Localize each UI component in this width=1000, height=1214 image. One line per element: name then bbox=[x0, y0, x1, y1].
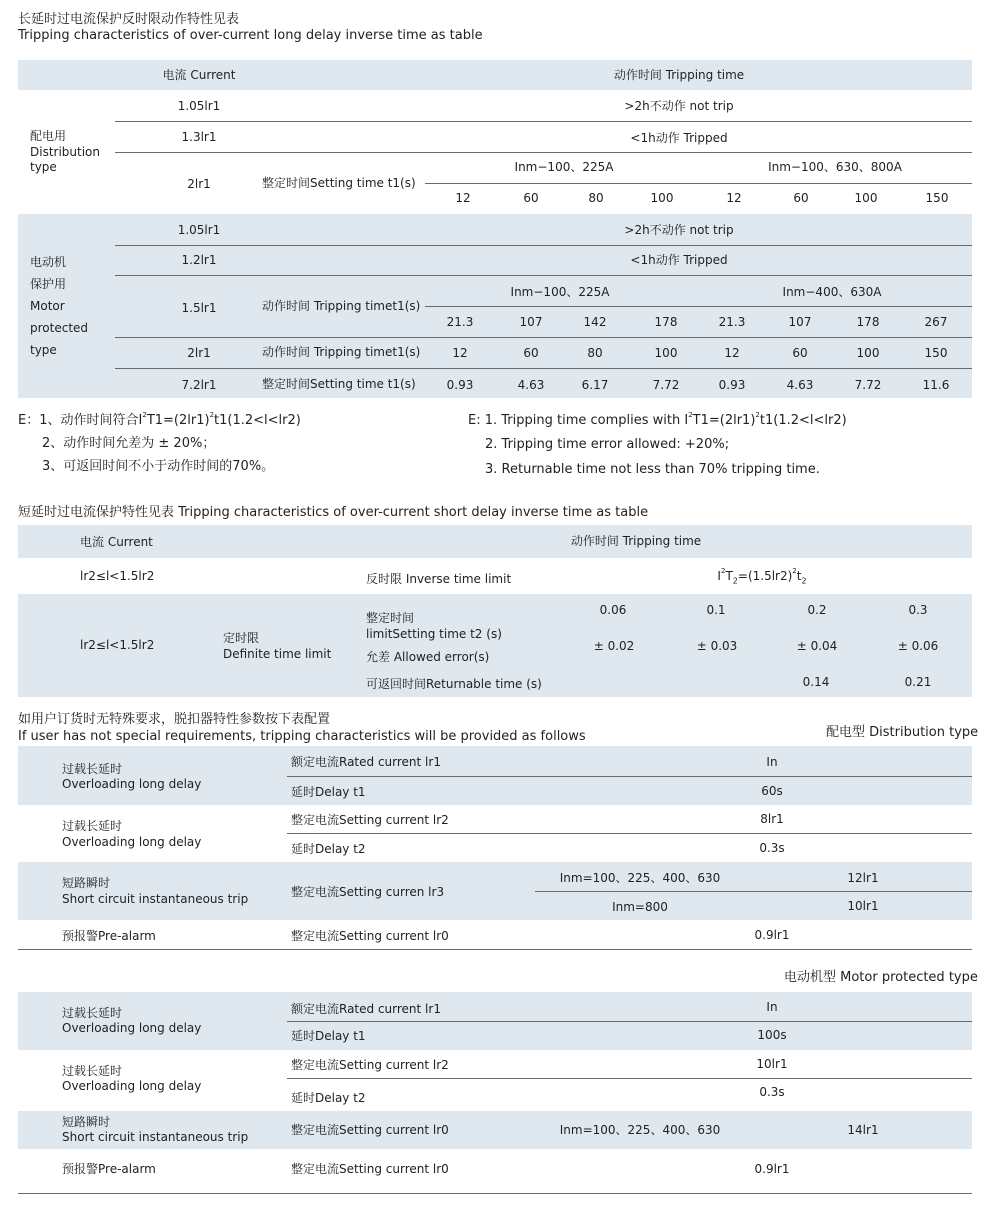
dist-g3-en: Short circuit instantaneous trip bbox=[62, 892, 249, 906]
divider bbox=[535, 891, 972, 892]
dist-g4-value: 0.9lr1 bbox=[754, 928, 790, 942]
motor-r1-value: >2h不动作 not trip bbox=[624, 223, 734, 237]
dist-r3-value: 12 bbox=[726, 191, 742, 205]
motor-r3-value: 142 bbox=[583, 315, 607, 329]
dist-g3-r2-value: 10lr1 bbox=[847, 899, 879, 913]
motor-r5-value: 0.93 bbox=[446, 378, 474, 392]
motor-g3-label: 整定电流Setting current lr0 bbox=[291, 1123, 449, 1137]
motor-g1-en: Overloading long delay bbox=[62, 1021, 202, 1035]
inverse-formula: $I^2T_2=(1.5lr2)^2t_2$ bbox=[717, 567, 807, 586]
motor-r4-value: 100 bbox=[856, 346, 880, 360]
divider bbox=[115, 152, 972, 153]
dist-g2-cn: 过载长延时 bbox=[62, 819, 123, 833]
motor-r4-value: 12 bbox=[452, 346, 468, 360]
motor-r5-value: 11.6 bbox=[922, 378, 950, 392]
setting-value: 0.06 bbox=[599, 603, 627, 617]
returnable-value: 0.21 bbox=[904, 675, 932, 689]
dist-g4-label: 整定电流Setting current lr0 bbox=[291, 929, 449, 943]
note-cn-3: 3、可返回时间不小于动作时间的70%。 bbox=[42, 459, 275, 474]
dist-r3-value: 60 bbox=[793, 191, 809, 205]
dist-g1-r1-label: 额定电流Rated current lr1 bbox=[291, 755, 441, 769]
note-en-2: 2. Tripping time error allowed: +20%; bbox=[485, 437, 730, 452]
motor-r4-current: 2lr1 bbox=[187, 346, 211, 360]
motor-r4-value: 60 bbox=[792, 346, 808, 360]
error-value: ± 0.02 bbox=[593, 639, 635, 653]
motor-type-line: 电动机 bbox=[30, 255, 67, 269]
dist-r3-value: 100 bbox=[854, 191, 878, 205]
note-en-1: E: 1. Tripping time complies with $I^2T1=(2lr1)^2t1(1.2<l<lr2)$ bbox=[468, 411, 847, 428]
motor-g3-cn: 短路瞬时 bbox=[62, 1115, 111, 1129]
config-intro-cn: 如用户订货时无特殊要求，脱扣器特性参数按下表配置 bbox=[18, 712, 331, 727]
header-tripping-time: 动作时间 Tripping time bbox=[613, 68, 745, 82]
motor-g2-r2-value: 0.3s bbox=[759, 1085, 785, 1099]
inverse-label: 反时限 Inverse time limit bbox=[366, 572, 512, 586]
motor-g1-r1-label: 额定电流Rated current lr1 bbox=[291, 1002, 441, 1016]
motor-r5-value: 4.63 bbox=[786, 378, 814, 392]
dist-type-en2: type bbox=[30, 160, 57, 174]
dist-g2-r1-label: 整定电流Setting current lr2 bbox=[291, 813, 449, 827]
motor-r4-value: 60 bbox=[523, 346, 539, 360]
motor-g2-en: Overloading long delay bbox=[62, 1079, 202, 1093]
config-intro-en: If user has not special requirements, tripping characteristics will be provided as follows bbox=[18, 729, 586, 744]
motor-r2-value: <1h动作 Tripped bbox=[630, 253, 728, 267]
note-cn-1: E：1、动作时间符合$I^2T1=(2lr1)^2t1(1.2<l<lr2)$ bbox=[18, 411, 301, 428]
dist-g3-label: 整定电流Setting curren lr3 bbox=[291, 885, 445, 899]
dist-g2-r1-value: 8lr1 bbox=[760, 812, 784, 826]
dist-g2-r2-label: 延时Delay t2 bbox=[291, 842, 366, 856]
motor-r3-label: 动作时间 Tripping timet1(s) bbox=[262, 299, 421, 313]
note-cn-2: 2、动作时间允差为 ± 20%； bbox=[42, 436, 216, 451]
dist-g3-r1-cond: Inm=100、225、400、630 bbox=[559, 871, 721, 885]
dist-g1-r1-value: In bbox=[766, 755, 778, 769]
dist-r3-group2: Inm−100、630、800A bbox=[768, 160, 902, 174]
header-band bbox=[18, 60, 972, 90]
motor-r2-current: 1.2lr1 bbox=[181, 253, 217, 267]
distribution-type-label: 配电型 Distribution type bbox=[826, 725, 979, 740]
divider bbox=[287, 1021, 972, 1022]
motor-r3-group1: Inm−100、225A bbox=[510, 285, 610, 299]
header-tripping-time: 动作时间 Tripping time bbox=[570, 534, 702, 548]
motor-type-label: 电动机型 Motor protected type bbox=[784, 970, 978, 985]
motor-g1-r2-label: 延时Delay t1 bbox=[291, 1029, 366, 1043]
motor-r3-value: 21.3 bbox=[718, 315, 746, 329]
motor-g2-r2-label: 延时Delay t2 bbox=[291, 1091, 366, 1105]
motor-g4-value: 0.9lr1 bbox=[754, 1162, 790, 1176]
dist-g1-cn: 过载长延时 bbox=[62, 762, 123, 776]
long-delay-title-cn: 长延时过电流保护反时限动作特性见表 bbox=[18, 12, 240, 27]
motor-g3-en: Short circuit instantaneous trip bbox=[62, 1130, 249, 1144]
dist-r3-value: 80 bbox=[588, 191, 604, 205]
setting-label-en: limitSetting time t2 (s) bbox=[366, 627, 502, 641]
motor-r4-label: 动作时间 Tripping timet1(s) bbox=[262, 345, 421, 359]
returnable-label: 可返回时间Returnable time (s) bbox=[366, 677, 542, 691]
motor-r4-value: 80 bbox=[587, 346, 603, 360]
motor-r3-value: 178 bbox=[856, 315, 880, 329]
motor-g1-cn: 过载长延时 bbox=[62, 1006, 123, 1020]
error-value: ± 0.03 bbox=[696, 639, 738, 653]
dist-g3-r1-value: 12lr1 bbox=[847, 871, 879, 885]
dist-r3-value: 60 bbox=[523, 191, 539, 205]
inverse-current: lr2≤l<1.5lr2 bbox=[80, 569, 155, 583]
definite-type-en: Definite time limit bbox=[223, 647, 332, 661]
motor-type-line: protected bbox=[30, 321, 89, 335]
error-value: ± 0.06 bbox=[897, 639, 939, 653]
dist-g4-name: 预报警Pre-alarm bbox=[62, 929, 156, 943]
motor-r4-value: 150 bbox=[924, 346, 948, 360]
motor-g3-cond: Inm=100、225、400、630 bbox=[559, 1123, 721, 1137]
divider bbox=[115, 121, 972, 122]
divider bbox=[425, 306, 972, 307]
motor-g3-value: 14lr1 bbox=[847, 1123, 879, 1137]
motor-r3-value: 107 bbox=[788, 315, 812, 329]
dist-g3-r2-cond: Inm=800 bbox=[612, 900, 668, 914]
dist-r1-current: 1.05lr1 bbox=[177, 99, 221, 113]
motor-g4-label: 整定电流Setting current lr0 bbox=[291, 1162, 449, 1176]
divider bbox=[425, 183, 972, 184]
dist-r3-value: 12 bbox=[455, 191, 471, 205]
motor-r3-current: 1.5lr1 bbox=[181, 301, 217, 315]
divider bbox=[18, 1193, 972, 1194]
dist-g3-cn: 短路瞬时 bbox=[62, 876, 111, 890]
dist-r2-current: 1.3lr1 bbox=[181, 130, 217, 144]
setting-value: 0.2 bbox=[807, 603, 827, 617]
divider bbox=[115, 245, 972, 246]
dist-r3-group1: Inm−100、225A bbox=[514, 160, 614, 174]
setting-value: 0.3 bbox=[908, 603, 928, 617]
divider bbox=[287, 776, 972, 777]
motor-type-line: Motor bbox=[30, 299, 65, 313]
definite-current: lr2≤l<1.5lr2 bbox=[80, 638, 155, 652]
dist-r3-current: 2lr1 bbox=[187, 177, 211, 191]
motor-r5-current: 7.2lr1 bbox=[181, 378, 217, 392]
motor-r3-value: 21.3 bbox=[446, 315, 474, 329]
motor-r5-value: 0.93 bbox=[718, 378, 746, 392]
error-label: 允差 Allowed error(s) bbox=[366, 650, 490, 664]
note-en-3: 3. Returnable time not less than 70% tripping time. bbox=[485, 462, 820, 477]
motor-r3-value: 178 bbox=[654, 315, 678, 329]
divider bbox=[287, 833, 972, 834]
motor-r1-current: 1.05lr1 bbox=[177, 223, 221, 237]
dist-g1-r2-value: 60s bbox=[761, 784, 783, 798]
motor-g2-r1-label: 整定电流Setting current lr2 bbox=[291, 1058, 449, 1072]
motor-r3-group2: Inm−400、630A bbox=[782, 285, 882, 299]
motor-r4-value: 100 bbox=[654, 346, 678, 360]
motor-r5-value: 4.63 bbox=[517, 378, 545, 392]
dist-r3-value: 100 bbox=[650, 191, 674, 205]
long-delay-title-en: Tripping characteristics of over-current long delay inverse time as table bbox=[18, 28, 483, 43]
divider bbox=[115, 337, 972, 338]
motor-r3-value: 107 bbox=[519, 315, 543, 329]
dist-g1-r2-label: 延时Delay t1 bbox=[291, 785, 366, 799]
motor-r4-value: 12 bbox=[724, 346, 740, 360]
dist-r2-value: <1h动作 Tripped bbox=[630, 131, 728, 145]
dist-type-cn: 配电用 bbox=[30, 129, 67, 143]
header-current: 电流 Current bbox=[162, 68, 236, 82]
dist-r3-label: 整定时间Setting time t1(s) bbox=[262, 176, 416, 190]
dist-g2-en: Overloading long delay bbox=[62, 835, 202, 849]
header-band bbox=[18, 525, 972, 558]
motor-r5-value: 6.17 bbox=[581, 378, 609, 392]
motor-g1-r2-value: 100s bbox=[757, 1028, 787, 1042]
motor-r5-value: 7.72 bbox=[854, 378, 882, 392]
setting-value: 0.1 bbox=[706, 603, 726, 617]
motor-g4-name: 预报警Pre-alarm bbox=[62, 1162, 156, 1176]
motor-r5-value: 7.72 bbox=[652, 378, 680, 392]
short-delay-title: 短延时过电流保护特性见表 Tripping characteristics of over-current short delay inverse time as table bbox=[18, 505, 649, 520]
divider bbox=[18, 949, 972, 950]
dist-type-en1: Distribution bbox=[30, 145, 101, 159]
motor-g2-cn: 过载长延时 bbox=[62, 1064, 123, 1078]
motor-r5-label: 整定时间Setting time t1(s) bbox=[262, 377, 416, 391]
dist-r3-value: 150 bbox=[925, 191, 949, 205]
motor-g1-r1-value: In bbox=[766, 1000, 778, 1014]
definite-type-cn: 定时限 bbox=[223, 631, 260, 645]
dist-g2-r2-value: 0.3s bbox=[759, 841, 785, 855]
returnable-value: 0.14 bbox=[802, 675, 830, 689]
motor-type-line: 保护用 bbox=[30, 277, 67, 291]
setting-label-cn: 整定时间 bbox=[366, 611, 415, 625]
error-value: ± 0.04 bbox=[796, 639, 838, 653]
dist-g1-en: Overloading long delay bbox=[62, 777, 202, 791]
motor-type-line: type bbox=[30, 343, 57, 357]
header-current: 电流 Current bbox=[80, 535, 153, 549]
divider bbox=[115, 368, 972, 369]
divider bbox=[287, 1078, 972, 1079]
motor-r3-value: 267 bbox=[924, 315, 948, 329]
divider bbox=[115, 275, 972, 276]
motor-g2-r1-value: 10lr1 bbox=[756, 1057, 788, 1071]
dist-r1-value: >2h不动作 not trip bbox=[624, 99, 734, 113]
